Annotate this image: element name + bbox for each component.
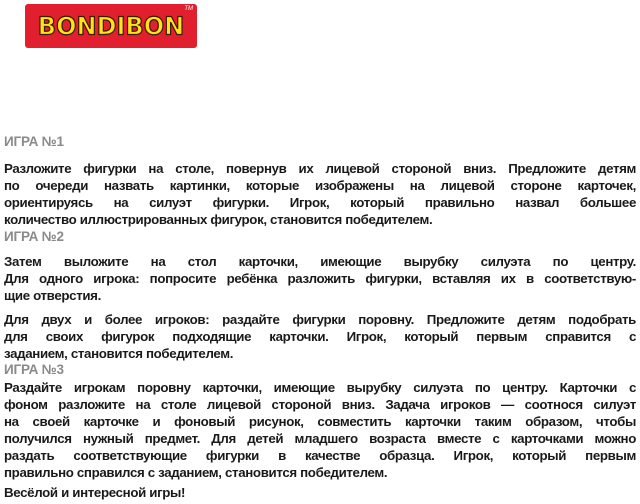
game-3-line: Раздайте игрокам поровну карточки, имеющие вырубку силуэта по центру. Карточки с [4, 380, 636, 395]
game-1-line: по очереди назвать картинки, которые изображены на лицевой стороне карточек, [4, 178, 636, 193]
game-3-line: получился нужный предмет. Для детей младшего возраста вместе с карточками можно [4, 431, 636, 446]
trademark-mark: TM [184, 6, 193, 12]
game-2-heading: ИГРА №2 [4, 229, 64, 244]
game-3-heading: ИГРА №3 [4, 362, 64, 377]
game-3-line: раздать соответствующие фигурки в качестве образца. Игрок, который первым [4, 448, 636, 463]
game-1-line: ориентируясь на силуэт фигурки. Игрок, который правильно назвал большее [4, 195, 636, 210]
closing-text: Весёлой и интересной игры! [4, 485, 186, 500]
game-2-line: для своих фигурок подходящие карточки. Игрок, который первым справится с [4, 329, 636, 344]
game-2-line: Для одного игрока: попросите ребёнка разложить фигурки, вставляя их в соответствую- [4, 271, 636, 286]
bondibon-logo [25, 4, 197, 48]
game-2-line: Затем выложите на стол карточки, имеющие вырубку силуэта по центру. [4, 254, 636, 269]
game-3-line: правильно справился с заданием, становится победителем. [4, 465, 388, 480]
game-1-line: количество иллюстрированных фигурок, становится победителем. [4, 212, 433, 227]
game-2-line: щие отверстия. [4, 288, 101, 303]
game-1-heading: ИГРА №1 [4, 134, 64, 149]
game-2-line: Для двух и более игроков: раздайте фигурки поровну. Предложите детям подобрать [4, 312, 636, 327]
game-1-line: Разложите фигурки на столе, повернув их лицевой стороной вниз. Предложите детям [4, 161, 636, 176]
logo-text: BONDIBON [37, 11, 185, 41]
game-3-line: фоном разложите на столе лицевой стороной вниз. Задача игроков — соотнося силуэт [4, 397, 636, 412]
game-3-line: на своей карточке и фоновый рисунок, совместить карточки таким образом, чтобы [4, 414, 636, 429]
game-2-line: заданием, становится победителем. [4, 346, 234, 361]
